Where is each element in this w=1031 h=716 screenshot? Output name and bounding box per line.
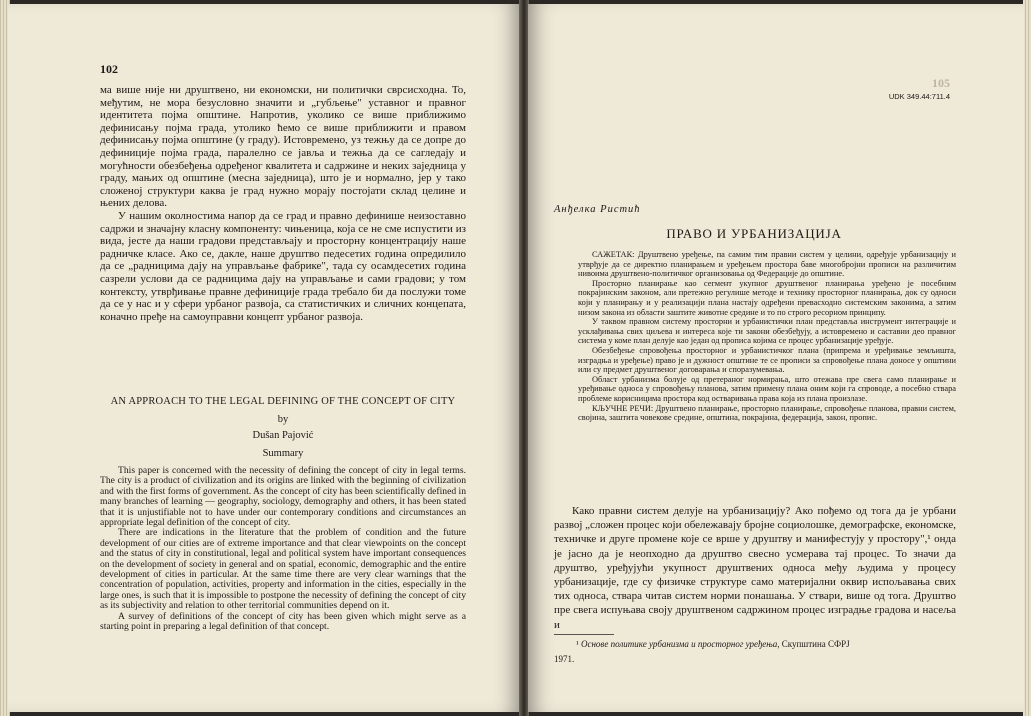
abstract-paragraph: Просторно планирање као сегмент укупног друштвеног планирања уређено је посебним покрајинским законом, али претежно регулише методе и технику просторног планирања, док су односи који у планирању и у реализацији плана настају одређени превасходно системским законима, а затим низом закона из области заштите животне средине и то по строго ресорном принципу. (578, 278, 956, 317)
footnote-title: Основе политике урбанизма и просторног уређења, (580, 639, 780, 649)
footnote (576, 638, 956, 650)
summary-paragraph: This paper is concerned with the necessity of defining the concept of city in legal terms. The city is a product of civilization and its origins are linked with the beginning of civilization and with the first forms of government. As the concept of city has been scientifically defined in many branches of learning — geography, sociology, demography and others, it has been stated that it is unjustifiable not to have under our contemporary conditions and circumstances an appropriate legal definition of the concept of city. (100, 465, 466, 529)
right-page (528, 4, 1024, 712)
summary-paragraph: There are indications in the literature that the problem of condition and the future development of our cities are of extreme importance and that clear viewpoints on the concept and the status of city in constitutional, legal and political system have important consequences on the development of society in general and on spatial, economic, demographic and the entire development of cities in particular. At the same time there are very clear warnings that the concentration of population, activities, property and information in the cities, especially in the large ones, is such that it is impossible to postpone the necessity of defining the concept of city as its subjectivity and relation to other territorial communities depend on it. (100, 527, 466, 612)
left-page (8, 4, 520, 712)
paragraph: Како правни систем делује на урбанизацију? Ако пођемо од тога да је урбани развој „сложен процес који обележавају бројне социолошке, демографске, економске, техничке и друге промене које се врше у друштву и манифестују у простору",¹ онда је јасно да је неопходно да друштво свесно усмерава тај процес. То значи да друштво, уређујући укупност друштвених односа међу људима у процесу урбанизације, где су физичке структуре само материјални оквир испољавања свих тих односа, ствара читав систем норми понашања. У ствари, више од тога. Друштво пре свега испуњава своју друштвеном садржином процес изградње градова и насеља и (554, 505, 956, 631)
summary-author: Dušan Pajović (252, 430, 314, 441)
paragraph: У нашим околностима напор да се град и правно дефинише неизоставно садржи и значајну класну компоненту: чињеница, која се не сме испустити из вида, јесте да наши градови представљају и просторну концентрацију наше радничке класе. Ако се, дакле, наше друштво педесетих година опредилило да се „радницима дају на управљање фабрике", тада су осамдесетих година сазрели услови да се радницима дају на управљање и сами градови; у том контексту, утврђивање правне дефиниције града требало би да послужи томе да се у нас и у сфери урбаног развоја, са статистичких и сличних концепата, коначно пређе на самоуправни концепт урбаног развоја. (100, 209, 466, 323)
udk-code: UDK 349.44:711.4 (888, 92, 950, 101)
abstract-paragraph: САЖЕТАК: Друштвено уређење, па самим тим правни систем у целини, одређује урбанизацију и утврђује да се директно планирањем и уређењем простора баве многобројни прописи на различитим нивоима друштвено-политичког организовања од Федерације до општине. (578, 250, 956, 279)
summary-by: by (277, 414, 289, 425)
abstract-paragraph: Обезбеђење спровођења просторног и урбанистичког плана (припрема и уређивање земљишта, изградња и уређење) право је и дужност општине те се прописи за спровођење плана доносе у општини или су предмет друштвеног договарања и споразумевања. (578, 345, 956, 375)
body-text (100, 84, 466, 323)
summary-paragraph: A survey of definitions of the concept of city has been given which might serve as a starting point in preparing a legal definition of that concept. (100, 610, 466, 633)
summary-label: Summary (262, 448, 304, 459)
summary-title: AN APPROACH TO THE LEGAL DEFINING OF THE CONCEPT OF CITY (110, 396, 456, 407)
abstract-paragraph: У таквом правном систему просторни и урбанистички план представља инструмент интеграције и усклађивања свих циљева и интереса које ти закони обезбеђују, а истовремено и саставни део правног система у коме план делује као један од прописа којима се процес урбанизације уређује. (578, 317, 956, 346)
main-text (554, 504, 956, 632)
keywords: КЉУЧНЕ РЕЧИ: Друштвено планирање, просторно планирање, спровођење планова, правни систем, својина, заштита човекове средине, општина, покрајина, федерација, закон, пропис. (578, 403, 956, 423)
abstract-paragraph: Област урбанизма болује од претераног нормирања, што отежава пре свега само планирање и уређивање односа у спровођењу планова, затим примену плана оним који га спроводе, а посебно ствара проблеме корисницима простора код остваривања права која из плана произлазе. (578, 374, 956, 403)
summary-text (100, 466, 466, 633)
abstract (578, 250, 956, 423)
article-title: ПРАВО И УРБАНИЗАЦИЈА (666, 226, 842, 241)
page-edge-right (1023, 0, 1031, 716)
article-author: Анђелка Ристић (554, 204, 641, 215)
footnote-source: Скупштина СФРЈ (781, 639, 850, 649)
paragraph: ма више није ни друштвено, ни економски, ни политички сврсисходна. То, међутим, не мора безусловно значити и „губљење" уставног и правног идентитета појма општине. Напротив, уколико се више приближимо дефинисању појма града, утолико ћемо се више приближити и правом дефинисању појма општине (у граду). Истовремено, уз тежњу да се допре до дефиниције појма града, паралелно се јавља и тежња да се сагледају и могућности обезбеђења одређеног квалитета и садржине и неких заједница у граду, мањих од општине (месна заједница), што је и нормално, јер у тако сложеној структури каква је град нужно морају постојати склад целине и њених делова. (100, 84, 466, 210)
page-number: 102 (100, 62, 118, 76)
footnote-marker: ¹ (576, 639, 579, 649)
page-number: 105 (932, 76, 950, 90)
footnote-year: 1971. (554, 654, 575, 664)
footnote-rule (554, 634, 614, 635)
